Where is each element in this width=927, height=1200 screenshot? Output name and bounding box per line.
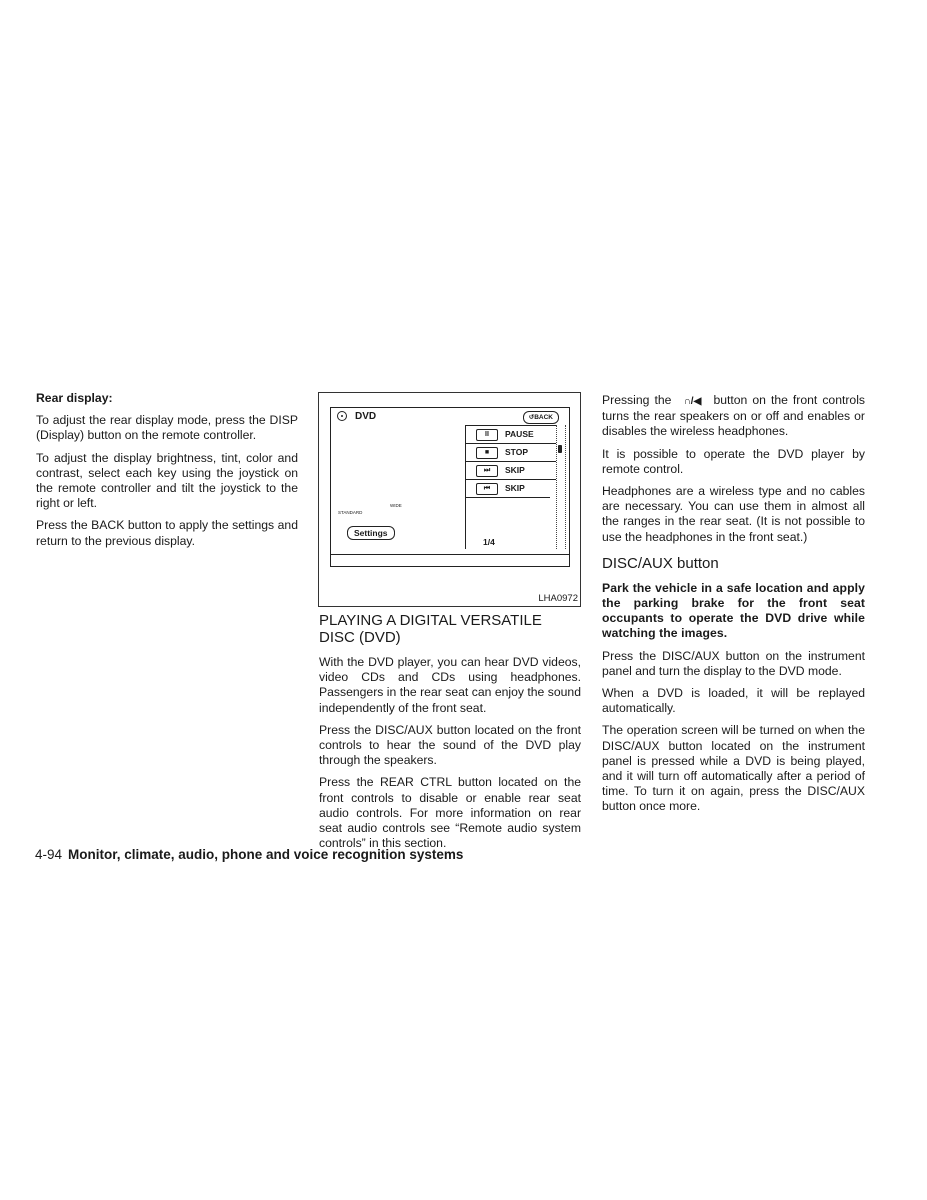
menu-label: SKIP xyxy=(505,483,525,493)
skip-back-button[interactable] xyxy=(466,479,556,497)
section-heading: DISC/AUX button xyxy=(602,554,719,572)
headphone-speaker-icon: ∩/◀ xyxy=(683,396,702,407)
paragraph: To adjust the display brightness, tint, color and contrast, select each key using the joystick on the remote controller and tilt the joystick to the right or left. xyxy=(36,450,298,511)
back-arrow-icon: ↺ xyxy=(528,414,535,421)
section-heading: PLAYING A DIGITAL VERSATILE DISC (DVD) xyxy=(319,612,542,646)
paragraph: To adjust the rear display mode, press the DISP (Display) button on the remote controller. xyxy=(36,413,298,443)
paragraph: It is possible to operate the DVD player by remote control. xyxy=(602,446,865,476)
back-label: BACK xyxy=(534,414,553,421)
scrollbar[interactable] xyxy=(556,425,566,549)
paragraph: Headphones are a wireless type and no cables are necessary. You can use them in almost all the ranges in the rear seat. (It is not possible to use the headphones in the front seat.) xyxy=(602,484,865,544)
column-left xyxy=(36,391,298,556)
wide-label: WIDE xyxy=(390,503,402,508)
menu-label: STOP xyxy=(505,447,528,457)
menu-label: PAUSE xyxy=(505,429,534,439)
figure-label: LHA0972 xyxy=(538,593,578,604)
column-middle xyxy=(319,612,581,858)
settings-button[interactable]: Settings xyxy=(347,526,395,540)
screen-bottom-bar xyxy=(331,554,569,566)
page-indicator: 1/4 xyxy=(483,537,495,547)
paragraph xyxy=(602,393,865,440)
control-menu xyxy=(465,425,562,549)
back-button[interactable] xyxy=(523,411,559,424)
dvd-screen-figure xyxy=(318,392,581,607)
screen-title: DVD xyxy=(355,411,377,422)
stop-button[interactable] xyxy=(466,443,556,461)
skip-forward-icon: ⏭ xyxy=(476,465,498,477)
paragraph: Press the BACK button to apply the settings and return to the previous display. xyxy=(36,518,298,548)
text-fragment: button on the front controls turns the rear speakers on or off and enables or disables the wireless headphones. xyxy=(602,393,865,439)
rear-display-heading: Rear display: xyxy=(36,391,113,405)
page-footer xyxy=(35,847,463,862)
paragraph: With the DVD player, you can hear DVD videos, video CDs and CDs using headphones. Passengers in the rear seat can enjoy the sound independently of the front seat. xyxy=(319,655,581,715)
skip-back-icon: ⏮ xyxy=(476,483,498,495)
paragraph: The operation screen will be turned on when the DISC/AUX button located on the instrument panel is pressed while a DVD is being played, and it will turn off automatically after a period of time. To turn it on again, press the DISC/AUX button once more. xyxy=(602,723,865,814)
menu-divider xyxy=(466,497,550,515)
disc-icon xyxy=(337,411,347,421)
paragraph: Press the DISC/AUX button on the instrument panel and turn the display to the DVD mode. xyxy=(602,648,865,678)
paragraph: When a DVD is loaded, it will be replayed automatically. xyxy=(602,686,865,716)
column-right xyxy=(602,393,865,822)
text-fragment: Pressing the xyxy=(602,393,672,407)
chapter-title: Monitor, climate, audio, phone and voice recognition systems xyxy=(68,847,464,862)
paragraph: Press the DISC/AUX button located on the front controls to hear the sound of the DVD play through the speakers. xyxy=(319,722,581,768)
screen-header xyxy=(331,408,569,425)
warning-text: Park the vehicle in a safe location and apply the parking brake for the front seat occupants to operate the DVD drive while watching the images. xyxy=(602,580,865,641)
page-number: 4-94 xyxy=(35,847,63,862)
stop-icon: ■ xyxy=(476,447,498,459)
skip-forward-button[interactable] xyxy=(466,461,556,479)
menu-label: SKIP xyxy=(505,465,525,475)
dvd-screen xyxy=(330,407,570,567)
pause-button[interactable] xyxy=(466,425,556,443)
pause-icon: II xyxy=(476,429,498,441)
paragraph: Press the REAR CTRL button located on the front controls to disable or enable rear seat audio controls. For more information on rear seat audio controls see “Remote audio system controls” in this section. xyxy=(319,775,581,851)
standard-label: STANDARD xyxy=(338,510,363,515)
scroll-thumb[interactable] xyxy=(558,445,562,453)
